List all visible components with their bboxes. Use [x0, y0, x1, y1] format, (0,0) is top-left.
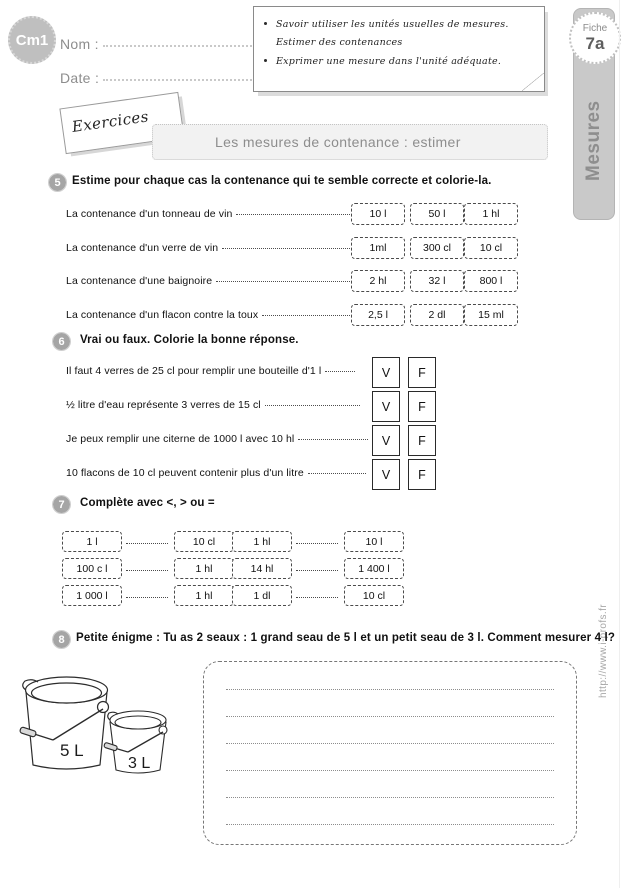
answer-line[interactable]	[226, 716, 554, 717]
leader-dots	[308, 473, 366, 474]
exercise-6-statement	[66, 433, 368, 445]
comparison-left-box: 1 dl	[232, 585, 292, 606]
exercise-number-7: 7	[53, 496, 70, 513]
exercise-6-instruction: Vrai ou faux. Colorie la bonne réponse.	[80, 334, 299, 346]
answer-choice-box[interactable]: 2 dl	[410, 304, 464, 326]
comparison-answer-slot[interactable]	[296, 596, 338, 598]
comparison-right-box: 1 hl	[174, 558, 234, 579]
answer-choice-box[interactable]: 10 l	[351, 203, 405, 225]
faux-box[interactable]: F	[408, 357, 436, 388]
exercise-8-answer-box[interactable]	[203, 661, 577, 845]
leader-dots	[298, 439, 368, 440]
question-text: La contenance d'un flacon contre la toux	[66, 309, 259, 321]
exercices-label: Exercices	[70, 107, 150, 136]
statement-text: 10 flacons de 10 cl peuvent contenir plus d'un litre	[66, 467, 304, 479]
comparison-right-box: 1 400 l	[344, 558, 404, 579]
answer-line[interactable]	[226, 770, 554, 771]
comparison-answer-slot[interactable]	[296, 569, 338, 571]
exercise-number-8: 8	[53, 631, 70, 648]
small-bucket-capacity-label: 3 L	[128, 755, 151, 772]
comparison-left-box: 1 hl	[232, 531, 292, 552]
exercise-6-statement	[66, 399, 360, 411]
subject-tab-label: Mesures	[583, 100, 604, 182]
exercise-5-question	[66, 208, 358, 220]
source-url: http://www.i-profs.fr	[598, 604, 609, 698]
grade-level-badge: Cm1	[8, 16, 56, 64]
answer-choice-box[interactable]: 2 hl	[351, 270, 405, 292]
answer-choice-box[interactable]: 800 l	[464, 270, 518, 292]
answer-line[interactable]	[226, 689, 554, 690]
comparison-right-box: 10 cl	[344, 585, 404, 606]
exercise-6-statement	[66, 365, 355, 377]
objective-item: Exprimer une mesure dans l'unité adéquate.	[276, 53, 534, 71]
date-label: Date :	[60, 70, 100, 86]
answer-choice-box[interactable]: 1 hl	[464, 203, 518, 225]
answer-line[interactable]	[226, 824, 554, 825]
small-bucket-lug	[159, 726, 167, 734]
buckets-svg	[8, 660, 193, 785]
exercise-8-instruction: Petite énigme : Tu as 2 seaux : 1 grand seau de 5 l et un petit seau de 3 l. Comment mesurer 4 l?	[76, 632, 616, 644]
exercise-6-statement	[66, 467, 366, 479]
name-label: Nom :	[60, 36, 99, 52]
fiche-word: Fiche	[582, 23, 608, 34]
exercise-5-question	[66, 242, 368, 254]
exercise-7-instruction: Complète avec <, > ou =	[80, 497, 215, 509]
comparison-right-box: 10 l	[344, 531, 404, 552]
answer-choice-box[interactable]: 1ml	[351, 237, 405, 259]
leader-dots	[265, 405, 360, 406]
answer-line[interactable]	[226, 797, 554, 798]
vrai-box[interactable]: V	[372, 425, 400, 456]
answer-line[interactable]	[226, 743, 554, 744]
answer-choice-box[interactable]: 2,5 l	[351, 304, 405, 326]
vrai-box[interactable]: V	[372, 391, 400, 422]
lesson-title-banner	[152, 124, 548, 160]
statement-text: Je peux remplir une citerne de 1000 l avec 10 hl	[66, 433, 295, 445]
question-text: La contenance d'une baignoire	[66, 275, 213, 287]
objective-item: Savoir utiliser les unités usuelles de mesures. Estimer des contenances	[276, 16, 534, 51]
exercise-5-instruction: Estime pour chaque cas la contenance qui te semble correcte et colorie-la.	[72, 175, 492, 187]
answer-choice-box[interactable]: 32 l	[410, 270, 464, 292]
page-title: Les mesures de contenance : estimer	[215, 134, 461, 150]
exercise-5-question	[66, 275, 374, 287]
comparison-answer-slot[interactable]	[126, 596, 168, 598]
exercise-5-question	[66, 309, 350, 321]
vrai-box[interactable]: V	[372, 459, 400, 490]
comparison-right-box: 10 cl	[174, 531, 234, 552]
comparison-left-box: 1 000 l	[62, 585, 122, 606]
leader-dots	[236, 214, 358, 215]
fiche-number: 7a	[585, 34, 605, 53]
faux-box[interactable]: F	[408, 459, 436, 490]
faux-box[interactable]: F	[408, 425, 436, 456]
objectives-list	[254, 7, 544, 71]
answer-choice-box[interactable]: 300 cl	[410, 237, 464, 259]
big-bucket-capacity-label: 5 L	[60, 741, 84, 760]
page-right-rule	[619, 0, 620, 888]
comparison-left-box: 100 c l	[62, 558, 122, 579]
faux-box[interactable]: F	[408, 391, 436, 422]
question-text: La contenance d'un verre de vin	[66, 242, 219, 254]
vrai-box[interactable]: V	[372, 357, 400, 388]
big-bucket-rim-inner	[32, 683, 102, 703]
comparison-right-box: 1 hl	[174, 585, 234, 606]
answer-choice-box[interactable]: 15 ml	[464, 304, 518, 326]
small-bucket-rim-inner	[115, 716, 161, 729]
question-text: La contenance d'un tonneau de vin	[66, 208, 233, 220]
answer-choice-box[interactable]: 10 cl	[464, 237, 518, 259]
buckets-illustration	[8, 660, 193, 785]
answer-choice-box[interactable]: 50 l	[410, 203, 464, 225]
comparison-answer-slot[interactable]	[126, 542, 168, 544]
comparison-left-box: 1 l	[62, 531, 122, 552]
statement-text: Il faut 4 verres de 25 cl pour remplir une bouteille d'1 l	[66, 365, 322, 377]
comparison-left-box: 14 hl	[232, 558, 292, 579]
leader-dots	[222, 248, 368, 249]
fiche-badge	[569, 12, 621, 64]
page-fold-corner-icon	[522, 73, 545, 92]
objectives-card	[253, 6, 545, 92]
statement-text: ½ litre d'eau représente 3 verres de 15 cl	[66, 399, 261, 411]
comparison-answer-slot[interactable]	[126, 569, 168, 571]
comparison-answer-slot[interactable]	[296, 542, 338, 544]
leader-dots	[262, 315, 350, 316]
exercise-number-6: 6	[53, 333, 70, 350]
exercise-number-5: 5	[49, 174, 66, 191]
leader-dots	[325, 371, 355, 372]
